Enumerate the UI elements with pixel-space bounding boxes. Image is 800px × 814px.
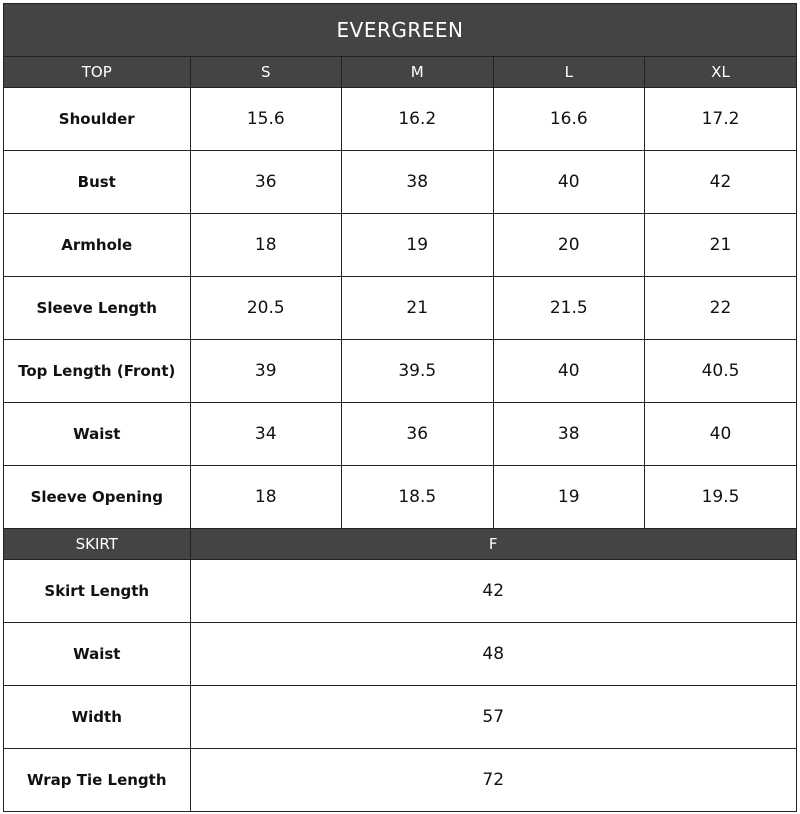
cell-value: 39 (190, 340, 342, 403)
table-row (4, 403, 796, 466)
table-row (4, 214, 796, 277)
skirt-size-table (4, 529, 796, 811)
cell-value: 19 (342, 214, 494, 277)
top-size-table (4, 57, 796, 529)
table-row (4, 749, 796, 812)
row-label: Skirt Length (4, 560, 190, 623)
size-header-s: S (190, 57, 342, 88)
top-header-row (4, 57, 796, 88)
row-label: Wrap Tie Length (4, 749, 190, 812)
cell-value: 17.2 (645, 88, 797, 151)
cell-value: 16.2 (342, 88, 494, 151)
cell-value: 21.5 (493, 277, 645, 340)
cell-value: 38 (342, 151, 494, 214)
cell-value: 40 (645, 403, 797, 466)
row-label: Waist (4, 623, 190, 686)
table-row (4, 88, 796, 151)
table-row (4, 340, 796, 403)
chart-title: EVERGREEN (4, 4, 796, 57)
top-section-header: TOP (4, 57, 190, 88)
row-label: Sleeve Opening (4, 466, 190, 529)
cell-value: 40.5 (645, 340, 797, 403)
size-header-f: F (190, 529, 796, 560)
table-row (4, 686, 796, 749)
cell-value: 19.5 (645, 466, 797, 529)
cell-value: 38 (493, 403, 645, 466)
table-row (4, 623, 796, 686)
cell-value: 18 (190, 466, 342, 529)
cell-value: 34 (190, 403, 342, 466)
cell-value: 39.5 (342, 340, 494, 403)
size-chart (3, 3, 797, 812)
cell-value: 22 (645, 277, 797, 340)
skirt-header-row (4, 529, 796, 560)
cell-value: 16.6 (493, 88, 645, 151)
skirt-section-header: SKIRT (4, 529, 190, 560)
row-label: Top Length (Front) (4, 340, 190, 403)
cell-value: 18 (190, 214, 342, 277)
cell-value: 15.6 (190, 88, 342, 151)
table-row (4, 151, 796, 214)
row-label: Armhole (4, 214, 190, 277)
table-row (4, 466, 796, 529)
cell-value: 72 (190, 749, 796, 812)
cell-value: 40 (493, 340, 645, 403)
cell-value: 18.5 (342, 466, 494, 529)
cell-value: 19 (493, 466, 645, 529)
cell-value: 48 (190, 623, 796, 686)
size-header-m: M (342, 57, 494, 88)
cell-value: 20 (493, 214, 645, 277)
table-row (4, 560, 796, 623)
size-header-l: L (493, 57, 645, 88)
row-label: Bust (4, 151, 190, 214)
cell-value: 20.5 (190, 277, 342, 340)
cell-value: 36 (342, 403, 494, 466)
size-header-xl: XL (645, 57, 797, 88)
cell-value: 42 (645, 151, 797, 214)
cell-value: 57 (190, 686, 796, 749)
cell-value: 21 (645, 214, 797, 277)
cell-value: 21 (342, 277, 494, 340)
row-label: Width (4, 686, 190, 749)
row-label: Shoulder (4, 88, 190, 151)
row-label: Sleeve Length (4, 277, 190, 340)
cell-value: 42 (190, 560, 796, 623)
row-label: Waist (4, 403, 190, 466)
table-row (4, 277, 796, 340)
cell-value: 36 (190, 151, 342, 214)
cell-value: 40 (493, 151, 645, 214)
